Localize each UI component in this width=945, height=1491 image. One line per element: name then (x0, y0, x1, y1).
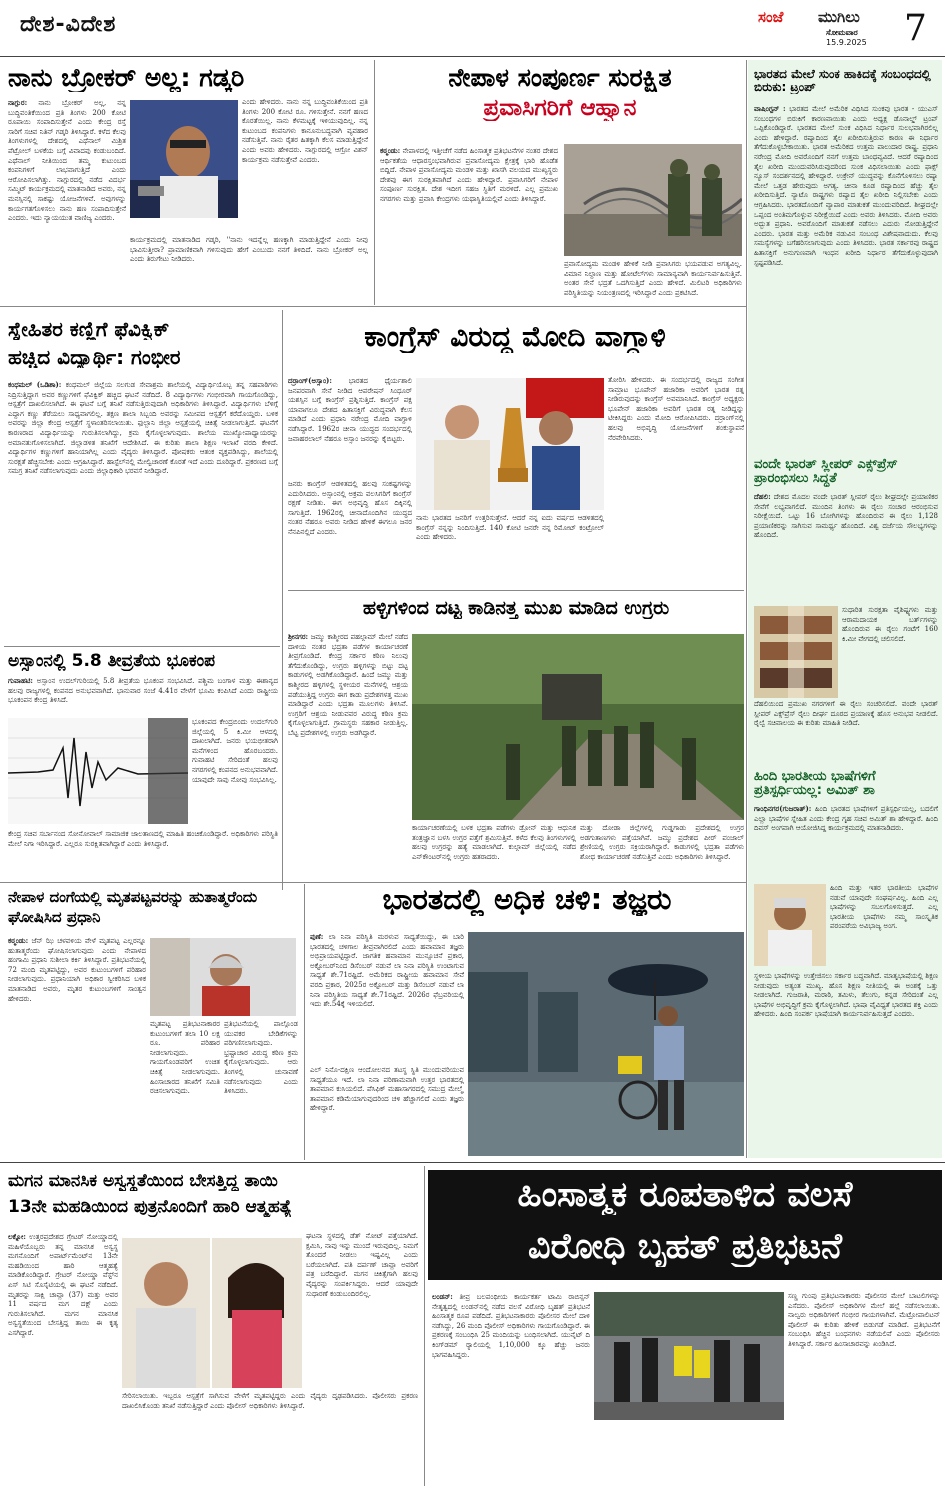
headline-trump: ಭಾರತದ ಮೇಲೆ ಸುಂಕ ಹಾಕಿದಕ್ಕೆ ಸಂಬಂಧದಲ್ಲಿ ಬಿರುಕು: ಟ್ರಂಪ್ (754, 68, 931, 95)
headline-nepal-safe: ನೇಪಾಳ ಸಂಪೂರ್ಣ ಸುರಕ್ಷಿತ (448, 64, 672, 92)
headline-amit-shah: ಹಿಂದಿ ಭಾರತೀಯ ಭಾಷೆಗಳಿಗೆ ಪ್ರತಿಸ್ಪರ್ಧಿಯಲ್ಲ: ಅಮಿತ್ ಶಾ (754, 770, 938, 799)
divider (746, 60, 747, 880)
photo-mother-son (122, 1238, 302, 1388)
headline-vande-bharat: ವಂದೇ ಭಾರತ್ ಸ್ಲೀಪರ್ ಎಕ್ಸ್‌ಪ್ರೆಸ್ ಪ್ರಾರಂಭಿಸಲು ಸಿದ್ಧತೆ (754, 458, 938, 487)
vande-body2: ಸುಧಾರಿತ ಸುರಕ್ಷತಾ ವೈಶಿಷ್ಟ್ಯಗಳು ಮತ್ತು ಆರಾಮದಾಯಕ ಬರ್ತ್‌ಗಳನ್ನು ಹೊಂದಿರುವ ಈ ರೈಲು ಗಂಟೆಗೆ 160 ಕಿ.ಮೀ ವೇಗದಲ್ಲಿ ಚಲಿಸಲಿದೆ. (842, 606, 938, 698)
photo-london-protest (594, 1292, 784, 1420)
vande-body3: ದೆಹಲಿಯಿಂದ ಪ್ರಮುಖ ನಗರಗಳಿಗೆ ಈ ರೈಲು ಸಂಚರಿಸಲಿದೆ. ವಂದೇ ಭಾರತ್ ಸ್ಲೀಪರ್ ಎಕ್ಸ್‌ಪ್ರೆಸ್ ರೈಲು ದೀರ್ಘ ದೂರದ ಪ್ರಯಾಣಕ್ಕೆ ಹೊಸ ಅನುಭವ ನೀಡಲಿದೆ. ರೈಲ್ವೆ ಸಚಿವಾಲಯ ಈ ಕುರಿತು ಮಾಹಿತಿ ನೀಡಿದೆ. (754, 700, 938, 766)
divider (746, 880, 747, 1158)
modi-col4: ನಾನು ಭಾರತದ ಜನರಿಗೆ ಉತ್ತರಿಸುತ್ತೇನೆ. ಆದರೆ ನನ್ನ ಐದು ವರ್ಷದ ಆಡಳಿತದಲ್ಲಿ ಕಾಂಗ್ರೆಸ್ ನನ್ನನ್ನು ನಿಂದಿಸುತ್ತಿದೆ. 140 ಕೋಟಿ ಜನರೇ ನನ್ನ ರಿಮೋಟ್ ಕಂಟ್ರೋಲ್ ಎಂದು ಹೇಳಿದರು. (416, 514, 604, 542)
mother-col3: ಸೇರಿಸಲಾಯಿತು. ಇಬ್ಬರೂ ಆಸ್ಪತ್ರೆಗೆ ಸಾಗಿಸುವ ವೇಳೆಗೆ ಮೃತಪಟ್ಟಿದ್ದರು ಎಂದು ವೈದ್ಯರು ದೃಢಪಡಿಸಿದರು. ಪೊಲೀಸರು ಪ್ರಕರಣ ದಾಖಲಿಸಿಕೊಂಡು ತನಿಖೆ ನಡೆಸುತ್ತಿದ್ದಾರೆ ಎಂದು ಪೊಲೀಸ್ ಅಧಿಕಾರಿಗಳು ತಿಳಿಸಿದ್ದಾರೆ. (122, 1392, 418, 1410)
headline-london-1: ಹಿಂಸಾತ್ಮಕ ರೂಪತಾಳಿದ ವಲಸೆ (517, 1176, 853, 1215)
divider (374, 60, 375, 305)
cold-col2: ಎಲ್ ನಿನೊ-ದಕ್ಷಿಣ ಆಂದೋಲನದ ತಟಸ್ಥ ಸ್ಥಿತಿ ಮುಂದುವರಿಯುವ ಸಾಧ್ಯತೆಯೂ ಇದೆ. ಲಾ ನಿನಾ ಪರಿಣಾಮವಾಗಿ ಉತ್ತರ ಭಾರತದಲ್ಲಿ ತಾಪಮಾನ ಕುಸಿಯಲಿದೆ. ಪೆಸಿಫಿಕ್ ಮಹಾಸಾಗರದಲ್ಲಿ ಸಮುದ್ರ ಮೇಲ್ಮೈ ತಾಪಮಾನ ಕಡಿಮೆಯಾಗುವುದರಿಂದ ಚಳಿ ಹೆಚ್ಚಾಗಲಿದೆ ಎಂದು ತಜ್ಞರು ಹೇಳಿದ್ದಾರೆ. (310, 1066, 464, 1113)
section-title: ದೇಶ-ವಿದೇಶ (20, 12, 117, 37)
headline-london-2: ವಿರೋಧಿ ಬೃಹತ್ ಪ್ರತಿಭಟನೆ (528, 1228, 842, 1267)
headline-gambhir-1: ಸ್ನೇಹಿತರ ಕಣ್ಣಿಗೆ ಫೆವಿಕ್ವಿಕ್ (8, 318, 170, 340)
photo-army-patrol (412, 634, 744, 820)
divider (288, 590, 744, 591)
divider (0, 882, 746, 883)
quake-side: ಭೂಕಂಪದ ಕೇಂದ್ರಬಿಂದು ಉದಲ್‌ಗುರಿ ಜಿಲ್ಲೆಯಲ್ಲಿ 5 ಕಿ.ಮೀ ಆಳದಲ್ಲಿ ದಾಖಲಾಗಿದೆ. ಜನರು ಭಯಭೀತರಾಗಿ ಮನೆಗಳಿಂದ ಹೊರಬಂದರು. ಗುವಾಹಟಿ ಸೇರಿದಂತೆ ಹಲವು ನಗರಗಳಲ್ಲಿ ಕಂಪನದ ಅನುಭವವಾಗಿದೆ. ಯಾವುದೇ ಸಾವು ನೋವು ಸಂಭವಿಸಿಲ್ಲ. (192, 718, 278, 784)
headline-cold: ಭಾರತದಲ್ಲಿ ಅಧಿಕ ಚಳಿ: ತಜ್ಞರು (382, 884, 672, 916)
london-col1: ಲಂಡನ್: ತೀವ್ರ ಬಲಪಂಥೀಯ ಕಾರ್ಯಕರ್ತ ಟಾಮಿ ರಾಬಿನ್ಸನ್ ನೇತೃತ್ವದಲ್ಲಿ ಲಂಡನ್‌ನಲ್ಲಿ ನಡೆದ ವಲಸೆ ವಿರೋಧಿ ಬೃಹತ್ ಪ್ರತಿಭಟನೆ ಹಿಂಸಾತ್ಮಕ ರೂಪ ಪಡೆದಿದೆ. ಪ್ರತಿಭಟನಾಕಾರರು ಪೊಲೀಸರ ಮೇಲೆ ದಾಳಿ ನಡೆಸಿದ್ದು, 26 ಮಂದಿ ಪೊಲೀಸ್ ಅಧಿಕಾರಿಗಳು ಗಾಯಗೊಂಡಿದ್ದಾರೆ. ಈ ಪ್ರಕರಣಕ್ಕೆ ಸಂಬಂಧಿಸಿ 25 ಮಂದಿಯನ್ನು ಬಂಧಿಸಲಾಗಿದೆ. ಯುನೈಟ್ ದಿ ಕಿಂಗ್‌ಡಮ್ ರ‍್ಯಾಲಿಯಲ್ಲಿ 1,10,000 ಕ್ಕೂ ಹೆಚ್ಚು ಜನರು ಭಾಗವಹಿಸಿದ್ದರು. (432, 1292, 590, 1359)
amit-body2: ಹಿಂದಿ ಮತ್ತು ಇತರ ಭಾರತೀಯ ಭಾಷೆಗಳ ನಡುವೆ ಯಾವುದೇ ಸಂಘರ್ಷವಿಲ್ಲ. ಹಿಂದಿ ಎಲ್ಲ ಭಾಷೆಗಳನ್ನು ಸಬಲಗೊಳಿಸುತ್ತದೆ. ಎಲ್ಲ ಭಾರತೀಯ ಭಾಷೆಗಳು ನಮ್ಮ ಸಾಂಸ್ಕೃತಿಕ ಪರಂಪರೆಯ ಅವಿಭಾಜ್ಯ ಅಂಗ. (830, 884, 938, 931)
terrorists-col3: ಮತ್ತು ದೋಡಾ ಜಿಲ್ಲೆಗಳಲ್ಲಿ ಗುಡ್ಡಗಾಡು ಪ್ರದೇಶದಲ್ಲಿ ಉಗ್ರರ ಅಡಗುತಾಣಗಳು ಪತ್ತೆಯಾಗಿವೆ. ಜಮ್ಮು ಪ್ರದೇಶದ ಪೀರ್ ಪಂಜಾಲ್ ಶ್ರೇಣಿಯಲ್ಲಿ ಉಗ್ರರು ಸಕ್ರಿಯರಾಗಿದ್ದಾರೆ. ಕಾಡುಗಳಲ್ಲಿ ಭದ್ರತಾ ಪಡೆಗಳು ಶೋಧ ಕಾರ್ಯಾಚರಣೆ ನಡೆಸುತ್ತಿವೆ ಎಂದು ಅಧಿಕಾರಿಗಳು ತಿಳಿಸಿದ್ದಾರೆ. (580, 824, 744, 861)
headline-gadkari: ನಾನು ಬ್ರೋಕರ್ ಅಲ್ಲ: ಗಡ್ಕರಿ (8, 64, 245, 92)
headline-gambhir-2: ಹಚ್ಚಿದ ವಿದ್ಯಾರ್ಥಿ: ಗಂಭೀರ (8, 346, 181, 368)
logo-sanje: ಸಂಜೆ (758, 8, 784, 26)
masthead (752, 8, 942, 56)
headline-mother-1: ಮಗನ ಮಾನಸಿಕ ಅಸ್ವಸ್ಥತೆಯಿಂದ ಬೇಸತ್ತಿದ್ದ ತಾಯಿ (8, 1172, 278, 1191)
amit-body3: ಸ್ಥಳೀಯ ಭಾಷೆಗಳನ್ನು ಉತ್ತೇಜಿಸಲು ಸರ್ಕಾರ ಬದ್ಧವಾಗಿದೆ. ಮಾತೃಭಾಷೆಯಲ್ಲಿ ಶಿಕ್ಷಣ ನೀಡುವುದು ಅತ್ಯಂತ ಮುಖ್ಯ. ಹೊಸ ಶಿಕ್ಷಣ ನೀತಿಯಲ್ಲಿ ಈ ಅಂಶಕ್ಕೆ ಒತ್ತು ನೀಡಲಾಗಿದೆ. ಗುಜರಾತಿ, ಮರಾಠಿ, ತಮಿಳು, ತೆಲುಗು, ಕನ್ನಡ ಸೇರಿದಂತೆ ಎಲ್ಲ ಭಾಷೆಗಳ ಅಭಿವೃದ್ಧಿಗೆ ಕ್ರಮ ಕೈಗೊಳ್ಳಲಾಗಿದೆ. ಭಾಷಾ ವೈವಿಧ್ಯತೆ ಭಾರತದ ಶಕ್ತಿ ಎಂದು ಹೇಳಿದರು. ಹಿಂದಿ ಸಂಪರ್ಕ ಭಾಷೆಯಾಗಿ ಕಾರ್ಯನಿರ್ವಹಿಸುತ್ತದೆ ಎಂದರು. (754, 972, 938, 1019)
masthead-day: ಸೋಮವಾರ (826, 28, 858, 37)
sushila-col2: ಮೃತಪಟ್ಟ ಪ್ರತಿಭಟನಾಕಾರರ ಕುಟುಂಬಗಳಿಗೆ ತಲಾ 10 ಲಕ್ಷ ರೂ. ಪರಿಹಾರ ನೀಡಲಾಗುವುದು. ಗಾಯಗೊಂಡವರಿಗೆ ಉಚಿತ ಚಿಕಿತ್ಸೆ ನೀಡಲಾಗುವುದು. ಹಿಂಸಾಚಾರದ ತನಿಖೆಗೆ ಸಮಿತಿ ರಚಿಸಲಾಗುವುದು. (150, 1020, 220, 1096)
header-divider (0, 56, 945, 57)
modi-col2: ಜನರು ಕಾಂಗ್ರೆಸ್ ಆಡಳಿತದಲ್ಲಿ ಹಲವು ಸಂಕಷ್ಟಗಳನ್ನು ಎದುರಿಸಿದರು. ಅಸ್ಸಾಂನಲ್ಲಿ ಅಕ್ರಮ ವಲಸಿಗರಿಗೆ ಕಾಂಗ್ರೆಸ್ ರಕ್ಷಣೆ ನೀಡಿತು. ಈಗ ಅಭಿವೃದ್ಧಿ ಹೊಸ ದಿಕ್ಕಿನಲ್ಲಿ ಸಾಗುತ್ತಿದೆ. 1962ರಲ್ಲಿ ಚೀನಾದೊಂದಿಗಿನ ಯುದ್ಧದ ನಂತರ ನೆಹರೂ ಅವರು ನೀಡಿದ ಹೇಳಿಕೆ ಈಗಲೂ ಜನರ ನೆನಪಿನಲ್ಲಿದೆ ಎಂದರು. (288, 480, 412, 536)
masthead-date: 15.9.2025 (826, 38, 867, 47)
gambhir-body: ಕಂಧಮಲ್ (ಒಡಿಶಾ): ಕಂಧಮಲ್ ಜಿಲ್ಲೆಯ ಸಲಗುಡ ಸೇವಾಶ್ರಮ ಶಾಲೆಯಲ್ಲಿ ವಿದ್ಯಾರ್ಥಿಯೊಬ್ಬ ತನ್ನ ಸಹಪಾಠಿಗಳು ನಿದ್ರಿಸುತ್ತಿದ್ದಾಗ ಅವರ ಕಣ್ಣುಗಳಿಗೆ ಫೆವಿಕ್ವಿಕ್ ಹಚ್ಚಿದ ಘಟನೆ ನಡೆದಿದೆ. 8 ವಿದ್ಯಾರ್ಥಿಗಳು ಗಂಭೀರವಾಗಿ ಗಾಯಗೊಂಡಿದ್ದು, ಆಸ್ಪತ್ರೆಗೆ ದಾಖಲಿಸಲಾಗಿದೆ. ಈ ಘಟನೆ ಬಗ್ಗೆ ತನಿಖೆ ನಡೆಸುತ್ತಿರುವುದಾಗಿ ಅಧಿಕಾರಿಗಳು ತಿಳಿಸಿದ್ದಾರೆ. ವಿದ್ಯಾರ್ಥಿಗಳು ಬೆಳಿಗ್ಗೆ ಎದ್ದಾಗ ಕಣ್ಣು ತೆರೆಯಲು ಸಾಧ್ಯವಾಗಲಿಲ್ಲ. ತಕ್ಷಣ ಶಾಲಾ ಸಿಬ್ಬಂದಿ ಅವರನ್ನು ಸಮೀಪದ ಆಸ್ಪತ್ರೆಗೆ ಕರೆದೊಯ್ದರು. ಬಳಿಕ ಅವರನ್ನು ಜಿಲ್ಲಾ ಕೇಂದ್ರ ಆಸ್ಪತ್ರೆಗೆ ಸ್ಥಳಾಂತರಿಸಲಾಯಿತು. ಫುಲ್ಬಾನಿ ಜಿಲ್ಲಾ ಆಸ್ಪತ್ರೆಯಲ್ಲಿ ಚಿಕಿತ್ಸೆ ನೀಡಲಾಗುತ್ತಿದೆ. ಘಟನೆಗೆ ಕಾರಣರಾದ ವಿದ್ಯಾರ್ಥಿಯನ್ನು ಗುರುತಿಸಲಾಗಿದ್ದು, ಕ್ರಮ ಕೈಗೊಳ್ಳಲಾಗುವುದು. ಶಾಲೆಯ ಮುಖ್ಯೋಪಾಧ್ಯಾಯರನ್ನು ಅಮಾನತುಗೊಳಿಸಲಾಗಿದೆ. ಜಿಲ್ಲಾಡಳಿತ ತನಿಖೆಗೆ ಆದೇಶಿಸಿದೆ. ಈ ಕುರಿತು ಶಾಲಾ ಶಿಕ್ಷಣ ಇಲಾಖೆ ವರದಿ ಕೇಳಿದೆ. ವಿದ್ಯಾರ್ಥಿಗಳ ಕಣ್ಣುಗಳಿಗೆ ಹಾನಿಯಾಗಿಲ್ಲ ಎಂದು ವೈದ್ಯರು ತಿಳಿಸಿದ್ದಾರೆ. ಪೋಷಕರು ಆತಂಕ ವ್ಯಕ್ತಪಡಿಸಿದ್ದು, ಶಾಲೆಯಲ್ಲಿ ಸುರಕ್ಷತೆ ಹೆಚ್ಚಿಸಬೇಕು ಎಂದು ಆಗ್ರಹಿಸಿದ್ದಾರೆ. ಹಾಸ್ಟೆಲ್‌ನಲ್ಲಿ ಮೇಲ್ವಿಚಾರಣೆ ಕೊರತೆ ಇದೆ ಎಂದು ದೂರಿದ್ದಾರೆ. ಪ್ರಕರಣದ ಬಗ್ಗೆ ಸಮಗ್ರ ತನಿಖೆ ನಡೆಸಲಾಗುವುದು ಎಂದು ಜಿಲ್ಲಾಧಿಕಾರಿ ಭರವಸೆ ನೀಡಿದ್ದಾರೆ. (8, 380, 278, 476)
trump-body: ವಾಷಿಂಗ್ಟನ್ : ಭಾರತದ ಮೇಲೆ ಅಮೆರಿಕ ವಿಧಿಸಿದ ಸುಂಕವು ಭಾರತ - ಯುಎಸ್ ಸಂಬಂಧಗಳ ಬಿರುಕಿಗೆ ಕಾರಣವಾಯಿತು ಎಂದು ಅಧ್ಯಕ್ಷ ಡೊನಾಲ್ಡ್ ಟ್ರಂಪ್ ಒಪ್ಪಿಕೊಂಡಿದ್ದಾರೆ. ಭಾರತದ ಮೇಲೆ ಸುಂಕ ವಿಧಿಸಿದ ನಿರ್ಧಾರ ಸುಲಭವಾಗಿರಲಿಲ್ಲ ಎಂದು ಹೇಳಿದ್ದಾರೆ. ರಷ್ಯಾದಿಂದ ತೈಲ ಖರೀದಿಸುತ್ತಿರುವ ಕಾರಣ ಈ ನಿರ್ಧಾರ ತೆಗೆದುಕೊಳ್ಳಬೇಕಾಯಿತು. ಭಾರತ ಅಮೆರಿಕದ ಉತ್ತಮ ಪಾಲುದಾರ ರಾಷ್ಟ್ರ. ಪ್ರಧಾನಿ ನರೇಂದ್ರ ಮೋದಿ ಅವರೊಂದಿಗೆ ನನಗೆ ಉತ್ತಮ ಬಾಂಧವ್ಯವಿದೆ. ಆದರೆ ರಷ್ಯಾದಿಂದ ತೈಲ ಖರೀದಿ ಮುಂದುವರಿಸಿರುವುದರಿಂದ ಸುಂಕ ವಿಧಿಸಲಾಯಿತು ಎಂದು ಫಾಕ್ಸ್ ನ್ಯೂಸ್ ಸಂದರ್ಶನದಲ್ಲಿ ಹೇಳಿದ್ದಾರೆ. ಉಕ್ರೇನ್ ಯುದ್ಧವನ್ನು ಕೊನೆಗೊಳಿಸಲು ರಷ್ಯಾ ಮೇಲೆ ಒತ್ತಡ ಹೇರುವುದು ಅಗತ್ಯ. ಚೀನಾ ಕೂಡ ರಷ್ಯಾದಿಂದ ಹೆಚ್ಚು ತೈಲ ಖರೀದಿಸುತ್ತಿದೆ. ನ್ಯಾಟೊ ರಾಷ್ಟ್ರಗಳು ರಷ್ಯಾದ ತೈಲ ಖರೀದಿ ನಿಲ್ಲಿಸಬೇಕು ಎಂದು ಆಗ್ರಹಿಸಿದರು. ಭಾರತದೊಂದಿಗೆ ವ್ಯಾಪಾರ ಮಾತುಕತೆ ಮುಂದುವರಿದಿದೆ. ಶೀಘ್ರದಲ್ಲೇ ಒಪ್ಪಂದ ಅಂತಿಮಗೊಳ್ಳುವ ನಿರೀಕ್ಷೆಯಿದೆ ಎಂದು ಅವರು ತಿಳಿಸಿದರು. ಮೋದಿ ಅವರು ಅದ್ಭುತ ಪ್ರಧಾನಿ. ಅವರೊಂದಿಗೆ ಮಾತುಕತೆ ನಡೆಸಲು ಎದುರು ನೋಡುತ್ತಿದ್ದೇನೆ ಎಂದರು. ಭಾರತ ಮತ್ತು ಅಮೆರಿಕ ನಡುವಿನ ಸಂಬಂಧ ವಿಶೇಷವಾದುದು. ಕೆಲವು ಸಮಸ್ಯೆಗಳನ್ನು ಬಗೆಹರಿಸಲಾಗುವುದು ಎಂದು ತಿಳಿಸಿದರು. ಭಾರತ ಸರ್ಕಾರವು ರಾಷ್ಟ್ರದ ಹಿತಾಸಕ್ತಿಗೆ ಅನುಗುಣವಾಗಿ ಇಂಧನ ಖರೀದಿ ನಿರ್ಧಾರ ತೆಗೆದುಕೊಳ್ಳುವುದಾಗಿ ಸ್ಪಷ್ಟಪಡಿಸಿದೆ. (754, 104, 938, 267)
mother-col1: ಲಕ್ನೋ: ಉತ್ತರಪ್ರದೇಶದ ಗ್ರೇಟರ್ ನೋಯ್ಡಾದಲ್ಲಿ ಮಹಿಳೆಯೊಬ್ಬರು ತನ್ನ ಮಾನಸಿಕ ಅಸ್ವಸ್ಥ ಮಗನೊಂದಿಗೆ ಅಪಾರ್ಟ್‌ಮೆಂಟ್‌ನ 13ನೇ ಮಹಡಿಯಿಂದ ಹಾರಿ ಆತ್ಮಹತ್ಯೆ ಮಾಡಿಕೊಂಡಿದ್ದಾರೆ. ಗ್ರೇಟರ್ ನೋಯ್ಡಾ ವೆಸ್ಟ್‌ನ ಏಸ್ ಸಿಟಿ ಸೊಸೈಟಿಯಲ್ಲಿ ಈ ಘಟನೆ ನಡೆದಿದೆ. ಮೃತರನ್ನು ಸಾಕ್ಷಿ ಚಾವ್ಲಾ (37) ಮತ್ತು ಅವರ 11 ವರ್ಷದ ಮಗ ದಕ್ಷ್ ಎಂದು ಗುರುತಿಸಲಾಗಿದೆ. ಮಗನ ಮಾನಸಿಕ ಅಸ್ವಸ್ಥತೆಯಿಂದ ಬೇಸತ್ತಿದ್ದ ತಾಯಿ ಈ ಕೃತ್ಯ ಎಸಗಿದ್ದಾರೆ. (8, 1232, 118, 1337)
quake-tail: ಕೇಂದ್ರ ಸಚಿವ ಸರ್ಬಾನಂದ ಸೋನೋವಾಲ್ ಸಾಮಾಜಿಕ ಜಾಲತಾಣದಲ್ಲಿ ಮಾಹಿತಿ ಹಂಚಿಕೊಂಡಿದ್ದಾರೆ. ಅಧಿಕಾರಿಗಳು ಪರಿಸ್ಥಿತಿ ಮೇಲೆ ನಿಗಾ ಇರಿಸಿದ್ದಾರೆ. ಎಲ್ಲರೂ ಸುರಕ್ಷಿತವಾಗಿದ್ದಾರೆ ಎಂದು ತಿಳಿಸಿದ್ದಾರೆ. (8, 830, 278, 848)
cold-col1: ಪುಣೆ: ಲಾ ನಿನಾ ಪರಿಸ್ಥಿತಿ ಮರಳುವ ಸಾಧ್ಯತೆಯಿದ್ದು, ಈ ಬಾರಿ ಭಾರತದಲ್ಲಿ ಚಳಿಗಾಲ ತೀವ್ರವಾಗಿರಲಿದೆ ಎಂದು ಹವಾಮಾನ ತಜ್ಞರು ಅಭಿಪ್ರಾಯಪಟ್ಟಿದ್ದಾರೆ. ಜಾಗತಿಕ ಹವಾಮಾನ ಮುನ್ಸೂಚನೆ ಪ್ರಕಾರ, ಅಕ್ಟೋಬರ್‌ನಿಂದ ಡಿಸೆಂಬರ್ ನಡುವೆ ಲಾ ನಿನಾ ಪರಿಸ್ಥಿತಿ ಉಂಟಾಗುವ ಸಾಧ್ಯತೆ ಶೇ.71ರಷ್ಟಿದೆ. ಅಮೆರಿಕದ ರಾಷ್ಟ್ರೀಯ ಹವಾಮಾನ ಸೇವೆ ವರದಿ ಪ್ರಕಾರ, 2025ರ ಅಕ್ಟೋಬರ್ ಮತ್ತು ಡಿಸೆಂಬರ್ ನಡುವೆ ಲಾ ನಿನಾ ಪರಿಸ್ಥಿತಿಯ ಸಾಧ್ಯತೆ ಶೇ.71ರಷ್ಟಿದೆ. 2026ರ ಫೆಬ್ರವರಿಯಲ್ಲಿ ಇದು ಶೇ.54ಕ್ಕೆ ಇಳಿಯಲಿದೆ. (310, 932, 464, 1009)
divider (424, 1166, 425, 1486)
gadkari-col1: ನಾಗ್ಪುರ: ನಾನು ಬ್ರೋಕರ್ ಅಲ್ಲ, ನನ್ನ ಬುದ್ಧಿವಂತಿಕೆಯಿಂದ ಪ್ರತಿ ತಿಂಗಳು 200 ಕೋಟಿ ರೂಪಾಯಿ ಸಂಪಾದಿಸುತ್ತೇನೆ ಎಂದು ಕೇಂದ್ರ ರಸ್ತೆ ಸಾರಿಗೆ ಸಚಿವ ನಿತಿನ್ ಗಡ್ಕರಿ ತಿಳಿಸಿದ್ದಾರೆ. ಕಳೆದ ಕೆಲವು ತಿಂಗಳುಗಳಲ್ಲಿ ದೇಶದಲ್ಲಿ ಎಥೆನಾಲ್ ಮಿಶ್ರಿತ ಪೆಟ್ರೋಲ್ ಬಳಕೆಯ ಬಗ್ಗೆ ವಿವಾದವು ಕಂಡುಬಂದಿದೆ. ಎಥೆನಾಲ್ ನೀತಿಯಿಂದ ತಮ್ಮ ಕುಟುಂಬದ ಕಂಪನಿಗಳಿಗೆ ಲಾಭವಾಗುತ್ತಿದೆ ಎಂದು ಆರೋಪಿಸಲಾಗಿತ್ತು. ನಾಗ್ಪುರದಲ್ಲಿ ನಡೆದ ವಿದರ್ಭ ಸಮ್ಮಿಟ್ ಕಾರ್ಯಕ್ರಮದಲ್ಲಿ ಮಾತನಾಡಿದ ಅವರು, ನನ್ನ ಮನಸ್ಸಿನಲ್ಲಿ ಸಾಕಷ್ಟು ಯೋಜನೆಗಳಿವೆ. ಅವುಗಳನ್ನು ಕಾರ್ಯಗತಗೊಳಿಸಲು ನಾನು ಹಣ ಸಂಪಾದಿಸುತ್ತೇನೆ ಎಂದರು. ಇದು ನ್ಯಾಯಯುತ ವಾಣಿಜ್ಯ ಎಂದರು. (8, 98, 126, 223)
logo-mugilu: ಮುಗಿಲು (818, 8, 860, 26)
modi-col1: ದರ್‍ರಾಂಗ್(ಅಸ್ಸಾಂ): ಭಾರತದ ಧೈರ್ಯಶಾಲಿ ಜನಪರವಾಗಿ ಸೇನೆ ನೀಡಿದ ಆಪರೇಷನ್ ಸಿಂಧೂರ್ ಯಶಸ್ಸಿನ ಬಗ್ಗೆ ಕಾಂಗ್ರೆಸ್ ಪ್ರಶ್ನಿಸುತ್ತಿದೆ. ಕಾಂಗ್ರೆಸ್ ಪಕ್ಷ ಯಾವಾಗಲೂ ದೇಶದ ಹಿತಾಸಕ್ತಿಗೆ ವಿರುದ್ಧವಾಗಿ ಕೆಲಸ ಮಾಡಿದೆ ಎಂದು ಪ್ರಧಾನಿ ನರೇಂದ್ರ ಮೋದಿ ವಾಗ್ದಾಳಿ ನಡೆಸಿದ್ದಾರೆ. 1962ರ ಚೀನಾ ಯುದ್ಧದ ಸಂದರ್ಭದಲ್ಲಿ ಜವಾಹರಲಾಲ್ ನೆಹರೂ ಅಸ್ಸಾಂ ಜನರನ್ನು ಕೈಬಿಟ್ಟರು. (288, 376, 412, 443)
divider (0, 1162, 945, 1163)
quake-lead: ಗುವಾಹಟಿ: ಅಸ್ಸಾಂನ ಉದಲ್‌ಗುರಿಯಲ್ಲಿ 5.8 ತೀವ್ರತೆಯ ಭೂಕಂಪ ಸಂಭವಿಸಿದೆ. ಪಶ್ಚಿಮ ಬಂಗಾಳ ಮತ್ತು ಈಶಾನ್ಯದ ಹಲವು ರಾಜ್ಯಗಳಲ್ಲಿ ಕಂಪನದ ಅನುಭವವಾಗಿದೆ. ಭಾನುವಾರ ಸಂಜೆ 4.41ರ ವೇಳೆಗೆ ಭೂಮಿ ಕಂಪಿಸಿದೆ ಎಂದು ರಾಷ್ಟ್ರೀಯ ಭೂಕಂಪನ ಕೇಂದ್ರ ತಿಳಿಸಿದೆ. (8, 676, 278, 705)
nepal-safe-col2: ಪ್ರವಾಸೋದ್ಯಮ ಮಂಡಳಿ ಹೇಳಿಕೆ ನೀಡಿ ಪ್ರವಾಸಿಗರು ಭಯಪಡುವ ಅಗತ್ಯವಿಲ್ಲ. ವಿಮಾನ ನಿಲ್ದಾಣ ಮತ್ತು ಹೋಟೆಲ್‌ಗಳು ಸಾಮಾನ್ಯವಾಗಿ ಕಾರ್ಯನಿರ್ವಹಿಸುತ್ತಿವೆ. ಅಂತರ ಸೇನೆ ಭದ್ರತೆ ಒದಗಿಸುತ್ತಿದೆ ಎಂದು ಹೇಳಿದೆ. ಮಿಲಿಟರಿ ಅಧಿಕಾರಿಗಳು ಪರಿಸ್ಥಿತಿಯನ್ನು ನಿಯಂತ್ರಣದಲ್ಲಿ ಇರಿಸಿದ್ದಾರೆ ಎಂದು ಪ್ರಕಟಿಸಿದೆ. (564, 260, 742, 297)
photo-gadkari (130, 100, 238, 218)
mother-col2: ಘಟನಾ ಸ್ಥಳದಲ್ಲಿ ಡೆತ್ ನೋಟ್ ಪತ್ತೆಯಾಗಿದೆ. ಕ್ಷಮಿಸಿ, ನಾವು ಇನ್ನು ಮುಂದೆ ಇರುವುದಿಲ್ಲ. ನಿಮಗೆ ತೊಂದರೆ ನೀಡಲು ಇಷ್ಟವಿಲ್ಲ ಎಂದು ಬರೆಯಲಾಗಿದೆ. ಪತಿ ದರ್ಪಣ್ ಚಾವ್ಲಾ ಅವರಿಗೆ ಪತ್ರ ಬರೆದಿದ್ದಾರೆ. ಮಗನ ಚಿಕಿತ್ಸೆಗಾಗಿ ಹಲವು ವೈದ್ಯರನ್ನು ಸಂಪರ್ಕಿಸಿದ್ದರು. ಆದರೆ ಯಾವುದೇ ಸುಧಾರಣೆ ಕಂಡುಬಂದಿರಲಿಲ್ಲ. (306, 1232, 418, 1298)
sushila-col3: ಪ್ರತಿಭಟನೆಯಲ್ಲಿ ಪಾಲ್ಗೊಂಡ ಯುವಕರ ಬೇಡಿಕೆಗಳನ್ನು ಪರಿಗಣಿಸಲಾಗುವುದು. ಭ್ರಷ್ಟಾಚಾರ ವಿರುದ್ಧ ಕಠಿಣ ಕ್ರಮ ಕೈಗೊಳ್ಳಲಾಗುವುದು. ಆರು ತಿಂಗಳಲ್ಲಿ ಚುನಾವಣೆ ನಡೆಸಲಾಗುವುದು ಎಂದು ತಿಳಿಸಿದರು. (224, 1020, 298, 1096)
vande-body1: ದೆಹಲಿ: ದೇಶದ ಮೊದಲ ವಂದೇ ಭಾರತ್ ಸ್ಲೀಪರ್ ರೈಲು ಶೀಘ್ರದಲ್ಲೇ ಪ್ರಯಾಣಿಕರ ಸೇವೆಗೆ ಲಭ್ಯವಾಗಲಿದೆ. ಮುಂದಿನ ತಿಂಗಳು ಈ ರೈಲು ಸಂಚಾರ ಆರಂಭಿಸುವ ನಿರೀಕ್ಷೆಯಿದೆ. ಒಟ್ಟು 16 ಬೋಗಿಗಳನ್ನು ಹೊಂದಿರುವ ಈ ರೈಲು 1,128 ಪ್ರಯಾಣಿಕರನ್ನು ಸಾಗಿಸುವ ಸಾಮರ್ಥ್ಯ ಹೊಂದಿದೆ. ವಿಶ್ವ ದರ್ಜೆಯ ಸೌಲಭ್ಯಗಳನ್ನು ಹೊಂದಿದೆ. (754, 492, 938, 602)
london-col2: ಸಣ್ಣ ಗುಂಪು ಪ್ರತಿಭಟನಾಕಾರರು ಪೊಲೀಸರ ಮೇಲೆ ಬಾಟಲಿಗಳನ್ನು ಎಸೆದರು. ಪೊಲೀಸ್ ಅಧಿಕಾರಿಗಳ ಮೇಲೆ ಹಲ್ಲೆ ನಡೆಸಲಾಯಿತು. ನಾಲ್ವರು ಅಧಿಕಾರಿಗಳಿಗೆ ಗಂಭೀರ ಗಾಯಗಳಾಗಿವೆ. ಮೆಟ್ರೋಪಾಲಿಟನ್ ಪೊಲೀಸ್ ಈ ಕುರಿತು ಹೇಳಿಕೆ ಬಿಡುಗಡೆ ಮಾಡಿದೆ. ಪ್ರತಿಭಟನೆಗೆ ಸಂಬಂಧಿಸಿ ಹೆಚ್ಚಿನ ಬಂಧನಗಳು ನಡೆಯಲಿವೆ ಎಂದು ಪೊಲೀಸರು ತಿಳಿಸಿದ್ದಾರೆ. ಸರ್ಕಾರ ಹಿಂಸಾಚಾರವನ್ನು ಖಂಡಿಸಿದೆ. (788, 1292, 940, 1348)
headline-mother-2: 13ನೇ ಮಹಡಿಯಿಂದ ಪುತ್ರನೊಂದಿಗೆ ಹಾರಿ ಆತ್ಮಹತ್ಯೆ (8, 1198, 292, 1217)
headline-nepal-invite: ಪ್ರವಾಸಿಗರಿಗೆ ಆಹ್ವಾನ (483, 96, 637, 121)
page-number: 7 (904, 8, 927, 49)
amit-body1: ಗಾಂಧಿನಗರ(ಗುಜರಾತ್): ಹಿಂದಿ ಭಾರತದ ಭಾಷೆಗಳಿಗೆ ಪ್ರತಿಸ್ಪರ್ಧಿಯಲ್ಲ, ಬದಲಿಗೆ ಎಲ್ಲಾ ಭಾಷೆಗಳ ಸ್ನೇಹಿತ ಎಂದು ಕೇಂದ್ರ ಗೃಹ ಸಚಿವ ಅಮಿತ್ ಶಾ ಹೇಳಿದ್ದಾರೆ. ಹಿಂದಿ ದಿವಸ್ ಅಂಗವಾಗಿ ಆಯೋಜಿಸಿದ್ದ ಕಾರ್ಯಕ್ರಮದಲ್ಲಿ ಮಾತನಾಡಿದರು. (754, 804, 938, 880)
photo-sushila-karki (150, 938, 296, 1016)
gadkari-col3: ಕಾರ್ಯಕ್ರಮದಲ್ಲಿ ಮಾತನಾಡಿದ ಗಡ್ಕರಿ, ''ನಾನು ಇದನ್ನೆಲ್ಲ ಹಣಕ್ಕಾಗಿ ಮಾಡುತ್ತಿದ್ದೇನೆ ಎಂದು ನೀವು ಭಾವಿಸುತ್ತೀರಾ? ಪ್ರಾಮಾಣಿಕವಾಗಿ ಗಳಿಸುವುದು ಹೇಗೆ ಎಂಬುದು ನನಗೆ ತಿಳಿದಿದೆ. ನಾನು ಬ್ರೋಕರ್ ಅಲ್ಲ ಎಂದು ತಿರುಗೇಟು ನೀಡಿದರು. (130, 236, 368, 264)
divider (282, 310, 283, 890)
nepal-safe-col1: ಕಠ್ಮಂಡು: ನೇಪಾಳದಲ್ಲಿ ಇತ್ತೀಚೆಗೆ ನಡೆದ ಹಿಂಸಾತ್ಮಕ ಪ್ರತಿಭಟನೆಗಳ ನಂತರ ದೇಶದ ಆರ್ಥಿಕತೆಯ ಆಧಾರಸ್ತಂಭವಾಗಿರುವ ಪ್ರವಾಸೋದ್ಯಮ ಕ್ಷೇತ್ರಕ್ಕೆ ಭಾರಿ ಹೊಡೆತ ಬಿದ್ದಿದೆ. ನೇಪಾಳ ಪ್ರವಾಸೋದ್ಯಮ ಮಂಡಳಿ ಮತ್ತು ಖಾಸಗಿ ವಲಯದ ಮುಖ್ಯಸ್ಥರು ದೇಶವು ಈಗ ಸುರಕ್ಷಿತವಾಗಿದೆ ಎಂದು ಹೇಳಿದ್ದಾರೆ. ಪ್ರವಾಸಿಗರಿಗೆ ನೇಪಾಳ ಸಂಪೂರ್ಣ ಸುರಕ್ಷಿತ. ದೇಶ ಇದೀಗ ಸಹಜ ಸ್ಥಿತಿಗೆ ಮರಳಿದೆ. ಎಲ್ಲ ಪ್ರಮುಖ ನಗರಗಳು ಮತ್ತು ಪ್ರವಾಸಿ ಕೇಂದ್ರಗಳು ಯಥಾಸ್ಥಿತಿಯಲ್ಲಿವೆ ಎಂದು ತಿಳಿಸಿದ್ದಾರೆ. (380, 146, 558, 203)
divider (4, 646, 280, 647)
headline-quake: ಅಸ್ಸಾಂನಲ್ಲಿ 5.8 ತೀವ್ರತೆಯ ಭೂಕಂಪ (8, 652, 216, 671)
photo-seismograph (8, 718, 188, 824)
photo-nepal-army (564, 144, 742, 256)
divider (304, 884, 305, 1160)
headline-modi: ಕಾಂಗ್ರೆಸ್ ವಿರುದ್ಧ ಮೋದಿ ವಾಗ್ದಾಳಿ (364, 322, 666, 353)
headline-sushila: ನೇಪಾಳ ದಂಗೆಯಲ್ಲಿ ಮೃತಪಟ್ಟವರನ್ನು ಹುತಾತ್ಮರೆಂದು ಘೋಷಿಸಿದ ಪ್ರಧಾನಿ (8, 888, 258, 926)
headline-terrorists: ಹಳ್ಳಿಗಳಿಂದ ದಟ್ಟ ಕಾಡಿನತ್ತ ಮುಖ ಮಾಡಿದ ಉಗ್ರರು (362, 598, 670, 619)
sushila-col1: ಕಠ್ಮಂಡು: ಜೆನ್ ಝಿ ಚಳವಳಿಯ ವೇಳೆ ಮೃತಪಟ್ಟ ಎಲ್ಲರನ್ನೂ ಹುತಾತ್ಮರೆಂದು ಘೋಷಿಸಲಾಗುವುದು ಎಂದು ನೇಪಾಳದ ಹಂಗಾಮಿ ಪ್ರಧಾನಿ ಸುಶೀಲಾ ಕರ್ಕಿ ತಿಳಿಸಿದ್ದಾರೆ. ಪ್ರತಿಭಟನೆಯಲ್ಲಿ 72 ಮಂದಿ ಮೃತಪಟ್ಟಿದ್ದು, ಅವರ ಕುಟುಂಬಗಳಿಗೆ ಪರಿಹಾರ ನೀಡಲಾಗುವುದು. ಪ್ರಧಾನಿಯಾಗಿ ಅಧಿಕಾರ ಸ್ವೀಕರಿಸಿದ ಬಳಿಕ ಮಾತನಾಡಿದ ಅವರು, ಮೃತರ ಕುಟುಂಬಗಳಿಗೆ ಸಾಂತ್ವನ ಹೇಳಿದರು. (8, 936, 146, 1003)
gadkari-col2: ಎಂದು ಹೇಳಿದರು. ನಾನು ನನ್ನ ಬುದ್ಧಿವಂತಿಕೆಯಿಂದ ಪ್ರತಿ ತಿಂಗಳು 200 ಕೋಟಿ ರೂ. ಗಳಿಸುತ್ತೇನೆ. ನನಗೆ ಹಣದ ಕೊರತೆಯಿಲ್ಲ. ನಾನು ಕೆಳಮಟ್ಟಕ್ಕೆ ಇಳಿಯುವುದಿಲ್ಲ. ನನ್ನ ಕುಟುಂಬದ ಕಂಪನಿಗಳು ಕಾನೂನುಬದ್ಧವಾಗಿ ವ್ಯವಹಾರ ನಡೆಸುತ್ತಿವೆ. ನಾನು ರೈತರ ಹಿತಕ್ಕಾಗಿ ಕೆಲಸ ಮಾಡುತ್ತಿದ್ದೇನೆ ಎಂದು ಅವರು ಹೇಳಿದರು. ನಾಗ್ಪುರದಲ್ಲಿ ಆಗ್ರೋ ವಿಶನ್ ಕಾರ್ಯಕ್ರಮ ನಡೆಸುತ್ತೇವೆ ಎಂದರು. (242, 98, 368, 164)
terrorists-col2: ಕಾರ್ಯಾಚರಣೆಯಲ್ಲಿ ಬಳಕ ಭದ್ರತಾ ಪಡೆಗಳು ಡ್ರೋನ್ ಮತ್ತು ಆಧುನಿಕ ತಂತ್ರಜ್ಞಾನ ಬಳಸಿ ಉಗ್ರರ ಪತ್ತೆಗೆ ಶ್ರಮಿಸುತ್ತಿವೆ. ಕಳೆದ ಕೆಲವು ತಿಂಗಳುಗಳಲ್ಲಿ ಹಲವು ಉಗ್ರರನ್ನು ಹತ್ಯೆ ಮಾಡಲಾಗಿದೆ. ಕುಲ್ಗಾಮ್ ಜಿಲ್ಲೆಯಲ್ಲಿ ನಡೆದ ಎನ್‌ಕೌಂಟರ್‌ನಲ್ಲಿ ಉಗ್ರರು ಹತರಾದರು. (412, 824, 576, 861)
photo-amit-shah (754, 884, 826, 966)
photo-train-interior (754, 606, 838, 698)
divider (0, 306, 746, 307)
photo-modi (416, 378, 604, 510)
photo-rain-street (468, 932, 744, 1156)
modi-col3: ತೋರಿಸಿ ಹೇಳಿದರು. ಈ ಸಂದರ್ಭದಲ್ಲಿ ರಾಜ್ಯದ ಸಂಗೀತ ಸಾಮ್ರಾಟ ಭೂಪೇನ್ ಹಜಾರಿಕಾ ಅವರಿಗೆ ಭಾರತ ರತ್ನ ನೀಡಿರುವುದನ್ನು ಕಾಂಗ್ರೆಸ್ ಅವಮಾನಿಸಿದೆ. ಕಾಂಗ್ರೆಸ್ ಅಧ್ಯಕ್ಷರು ಭೂಪೇನ್ ಹಜಾರಿಕಾ ಅವರಿಗೆ ಭಾರತ ರತ್ನ ನೀಡಿದ್ದನ್ನು ಟೀಕಿಸಿದ್ದರು ಎಂದು ಮೋದಿ ಆರೋಪಿಸಿದರು. ದರ್‍ರಾಂಗ್‌ನಲ್ಲಿ ಹಲವು ಅಭಿವೃದ್ಧಿ ಯೋಜನೆಗಳಿಗೆ ಶಂಕುಸ್ಥಾಪನೆ ನೆರವೇರಿಸಿದರು. (608, 376, 744, 442)
terrorists-col1: ಶ್ರೀನಗರ: ಜಮ್ಮು ಕಾಶ್ಮೀರದ ಪಹಲ್ಗಾಮ್ ಮೇಲೆ ನಡೆದ ದಾಳಿಯ ನಂತರ ಭದ್ರತಾ ಪಡೆಗಳ ಕಾರ್ಯಾಚರಣೆ ತೀವ್ರಗೊಂಡಿದೆ. ಕೇಂದ್ರ ಸರ್ಕಾರ ಕಠಿಣ ನಿಲುವು ತೆಗೆದುಕೊಂಡಿದ್ದು, ಉಗ್ರರು ಹಳ್ಳಿಗಳನ್ನು ಬಿಟ್ಟು ದಟ್ಟ ಕಾಡುಗಳಲ್ಲಿ ಅಡಗಿಕೊಂಡಿದ್ದಾರೆ. ಹಿಂದೆ ಜಮ್ಮು ಮತ್ತು ಕಾಶ್ಮೀರದ ಹಳ್ಳಿಗಳಲ್ಲಿ ಸ್ಥಳೀಯರ ಮನೆಗಳಲ್ಲಿ ಆಶ್ರಯ ಪಡೆಯುತ್ತಿದ್ದ ಉಗ್ರರು ಈಗ ಕಾಡು ಪ್ರದೇಶಗಳತ್ತ ಮುಖ ಮಾಡಿದ್ದಾರೆ ಎಂದು ಭದ್ರತಾ ಮೂಲಗಳು ತಿಳಿಸಿವೆ. ಉಗ್ರರಿಗೆ ಆಶ್ರಯ ನೀಡುವವರ ವಿರುದ್ಧ ಕಠಿಣ ಕ್ರಮ ಕೈಗೊಳ್ಳಲಾಗುತ್ತಿದೆ. ಗ್ರಾಮಸ್ಥರು ಸಹಕಾರ ನೀಡುತ್ತಿಲ್ಲ. ಬೆಟ್ಟ ಪ್ರದೇಶಗಳಲ್ಲಿ ಉಗ್ರರು ಅಡಗಿದ್ದಾರೆ. (288, 632, 408, 737)
